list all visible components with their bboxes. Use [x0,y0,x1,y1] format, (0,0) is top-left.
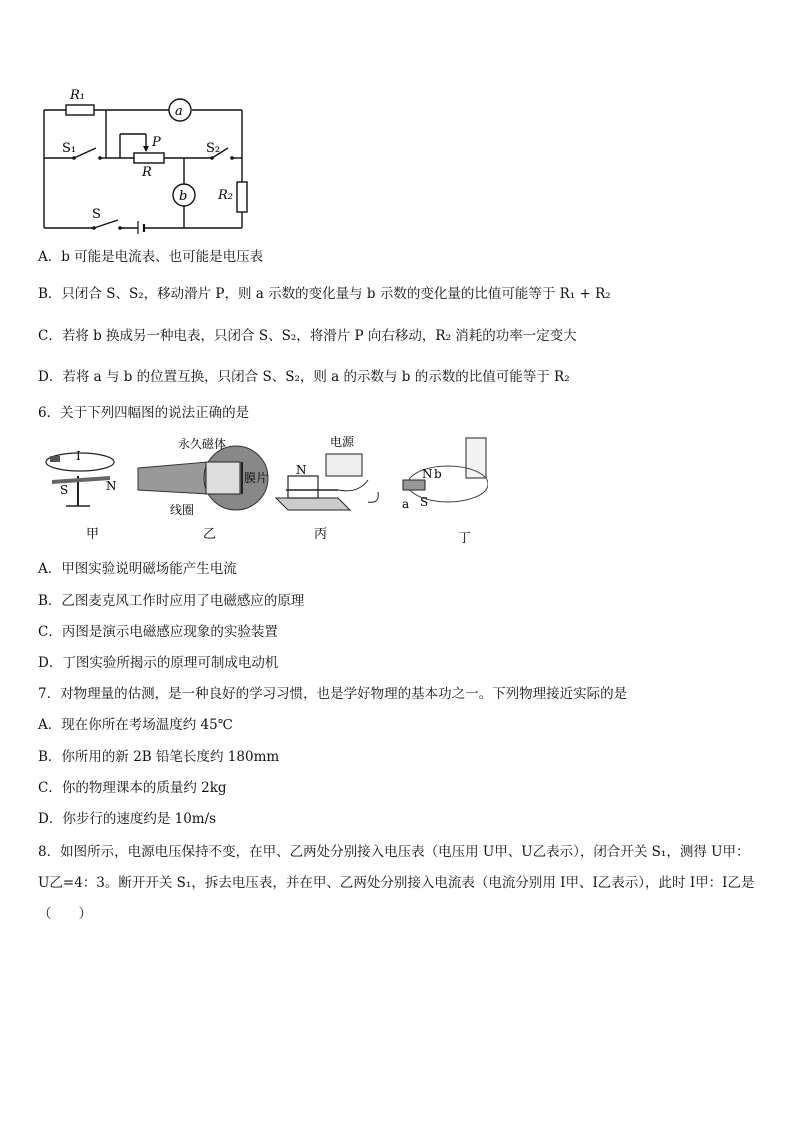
bing-label-n: N [296,463,307,477]
panel-jia [46,449,117,542]
yi-label-diaphragm: 膜片 [244,471,269,485]
ding-label-b: b [434,467,442,481]
q7-option-d: D．你步行的速度约是 10m/s [38,811,217,827]
jia-label-n: N [106,479,117,493]
circuit-diagram [34,84,264,234]
panel-bing [276,434,378,542]
caption-bing: 丙 [314,527,328,542]
label-r1: R₁ [70,88,85,103]
ding-label-n: N [422,467,433,481]
q6-option-d: D．丁图实验所揭示的原理可制成电动机 [38,655,279,671]
q7-option-c: C．你的物理课本的质量约 2kg [38,780,227,796]
q6-option-b: B．乙图麦克风工作时应用了电磁感应的原理 [38,593,305,609]
q8-line-2: U乙=4：3。断开开关 S₁，拆去电压表，并在甲、乙两处分别接入电流表（电流分别用 I甲、I乙表示），此时 I甲：I乙是 [38,875,755,891]
panel-yi [138,436,268,542]
yi-label-coil: 线圈 [170,503,195,517]
q5-option-d: D．若将 a 与 b 的位置互换，只闭合 S、S₂，则 a 的示数与 b 的示数的比值可能等于 R₂ [38,369,570,385]
jia-label-i: I [76,449,81,463]
ding-label-a: a [402,497,410,511]
q7-option-a: A．现在你所在考场温度约 45℃ [38,717,233,733]
yi-label-magnet: 永久磁体 [178,437,227,451]
label-r2: R₂ [218,188,233,203]
q6-stem: 6．关于下列四幅图的说法正确的是 [38,405,250,421]
caption-yi: 乙 [203,527,217,542]
q7-option-b: B．你所用的新 2B 铅笔长度约 180mm [38,749,280,765]
label-slider-p: P [152,135,161,150]
q5-option-a: A．b 可能是电流表、也可能是电压表 [38,249,264,265]
q5-option-b: B．只闭合 S、S₂，移动滑片 P，则 a 示数的变化量与 b 示数的变化量的比值可能等于 R₁ + R₂ [38,286,611,302]
q6-option-a: A．甲图实验说明磁场能产生电流 [38,561,237,577]
label-s1: S₁ [62,141,77,156]
label-meter-a: a [175,104,183,119]
bing-label-power: 电源 [330,435,355,449]
ding-label-s: S [420,495,429,509]
panel-ding [402,438,488,546]
q7-stem: 7．对物理量的估测，是一种良好的学习习惯，也是学好物理的基本功之一。下列物理接近实际的是 [38,686,628,702]
jia-label-s: S [60,483,69,497]
q5-option-c: C．若将 b 换成另一种电表，只闭合 S、S₂，将滑片 P 向右移动，R₂ 消耗的功率一定变大 [38,328,577,344]
q8-line-1: 8．如图所示，电源电压保持不变，在甲、乙两处分别接入电压表（电压用 U甲、U乙表示），闭合开关 S₁，测得 U甲： [38,844,750,860]
caption-ding: 丁 [458,531,472,546]
four-panel-figure [38,432,488,548]
label-switch-s: S [92,207,101,222]
q8-line-3: （ ） [38,906,92,922]
label-s2: S₂ [206,141,221,156]
q6-option-c: C．丙图是演示电磁感应现象的实验装置 [38,624,278,640]
label-meter-b: b [179,189,188,204]
label-rheostat-r: R [142,165,152,180]
caption-jia: 甲 [86,527,100,542]
